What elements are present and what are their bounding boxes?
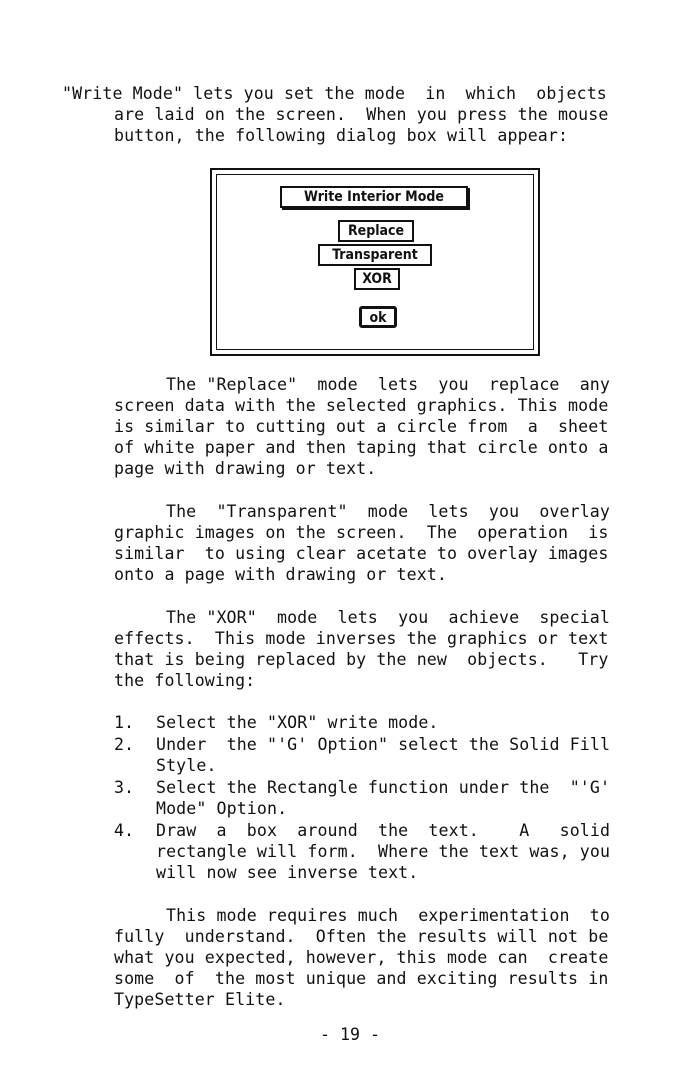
step-1-line-1: Select the "XOR" write mode. [156,713,439,732]
step-3-number: 3. [114,778,134,797]
step-3-line-1: Select the Rectangle function under the "'G' [156,778,611,797]
step-2-line-1: Under the "'G' Option" select the Solid Fill [156,735,611,754]
step-2-line-2: Style. [156,756,217,775]
xor-line-1: The "XOR" mode lets you achieve special [166,608,610,627]
intro-line-3: button, the following dialog box will appear: [114,126,569,145]
intro-line-1: "Write Mode" lets you set the mode in which objects [62,84,607,103]
step-4-line-3: will now see inverse text. [156,863,419,882]
replace-line-5: page with drawing or text. [114,459,377,478]
transparent-line-1: The "Transparent" mode lets you overlay [166,502,610,521]
step-2-number: 2. [114,735,134,754]
xor-line-3: that is being replaced by the new objects. Try [114,650,609,669]
replace-line-2: screen data with the selected graphics. This mode [114,396,609,415]
xor-line-4: the following: [114,671,256,690]
transparent-line-3: similar to using clear acetate to overlay images [114,544,609,563]
replace-line-3: is similar to cutting out a circle from a sheet [114,417,609,436]
replace-line-1: The "Replace" mode lets you replace any [166,375,610,394]
step-4-line-2: rectangle will form. Where the text was, you [156,842,611,861]
final-line-4: some of the most unique and exciting results in [114,969,609,988]
intro-line-2: are laid on the screen. When you press the mouse [114,105,609,124]
ok-button[interactable]: ok [359,306,397,328]
dialog-title: Write Interior Mode [280,186,468,208]
replace-line-4: of white paper and then taping that circle onto a [114,438,609,457]
write-mode-dialog [210,168,540,356]
page-number: - 19 - [320,1025,380,1044]
transparent-option-button[interactable]: Transparent [318,244,432,266]
transparent-line-2: graphic images on the screen. The operation is [114,523,609,542]
xor-option-button[interactable]: XOR [354,268,400,290]
xor-line-2: effects. This mode inverses the graphics or text [114,629,609,648]
final-line-2: fully understand. Often the results will not be [114,927,609,946]
final-line-3: what you expected, however, this mode can create [114,948,609,967]
transparent-line-4: onto a page with drawing or text. [114,565,447,584]
final-line-5: TypeSetter Elite. [114,990,286,1009]
step-4-line-1: Draw a box around the text. A solid [156,821,611,840]
replace-option-button[interactable]: Replace [338,220,414,242]
final-line-1: This mode requires much experimentation to [166,906,610,925]
step-3-line-2: Mode" Option. [156,799,288,818]
step-4-number: 4. [114,821,134,840]
step-1-number: 1. [114,713,134,732]
